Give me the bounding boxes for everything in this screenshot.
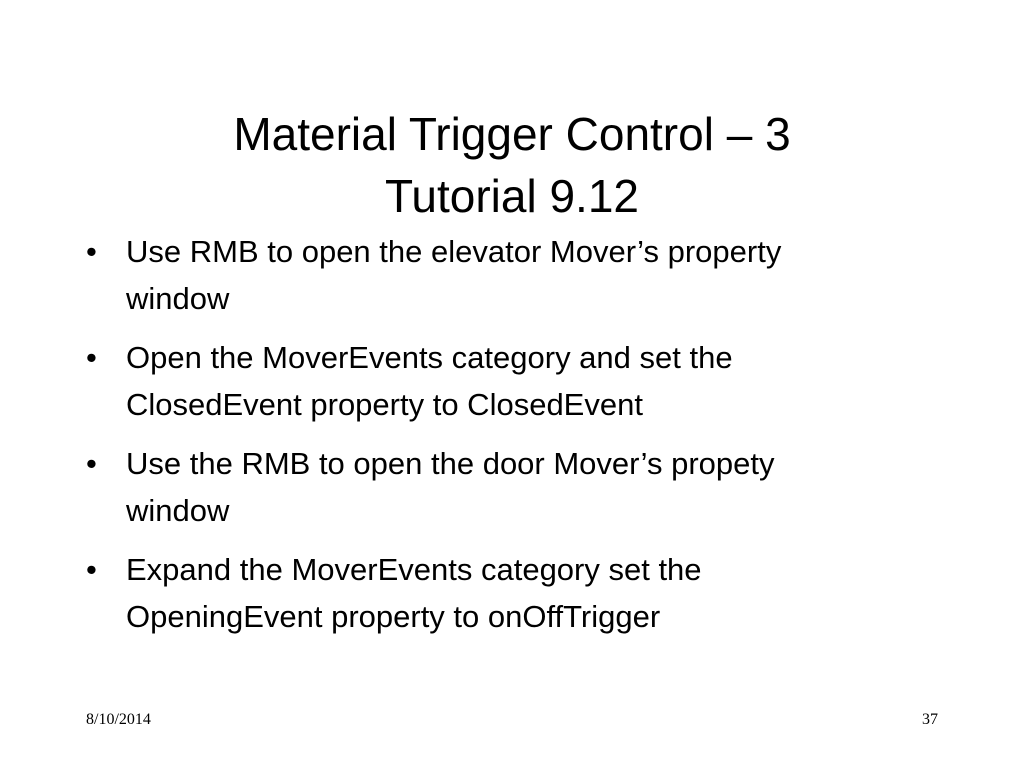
bullet-text-2-line-1: Open the MoverEvents category and set the <box>126 340 733 375</box>
bullet-icon: • <box>86 552 97 587</box>
bullet-list <box>86 228 986 652</box>
bullet-text-1-line-2: window <box>126 281 230 316</box>
bullet-item-1 <box>86 228 986 322</box>
bullet-text-4-line-2: OpeningEvent property to onOffTrigger <box>126 599 661 634</box>
bullet-item-4 <box>86 546 986 640</box>
bullet-icon: • <box>86 340 97 375</box>
slide-title <box>60 103 964 227</box>
bullet-text-2-line-2: ClosedEvent property to ClosedEvent <box>126 387 643 422</box>
bullet-item-3 <box>86 440 986 534</box>
slide-number: 37 <box>922 711 938 728</box>
bullet-icon: • <box>86 234 97 269</box>
slide-title-line-2: Tutorial 9.12 <box>385 169 639 222</box>
bullet-text-1-line-1: Use RMB to open the elevator Mover’s property <box>126 234 782 269</box>
footer-date: 8/10/2014 <box>86 711 151 728</box>
bullet-text-4-line-1: Expand the MoverEvents category set the <box>126 552 702 587</box>
bullet-text-3-line-1: Use the RMB to open the door Mover’s propety <box>126 446 775 481</box>
slide-title-line-1: Material Trigger Control – 3 <box>233 107 791 160</box>
bullet-item-2 <box>86 334 986 428</box>
bullet-icon: • <box>86 446 97 481</box>
bullet-text-3-line-2: window <box>126 493 230 528</box>
